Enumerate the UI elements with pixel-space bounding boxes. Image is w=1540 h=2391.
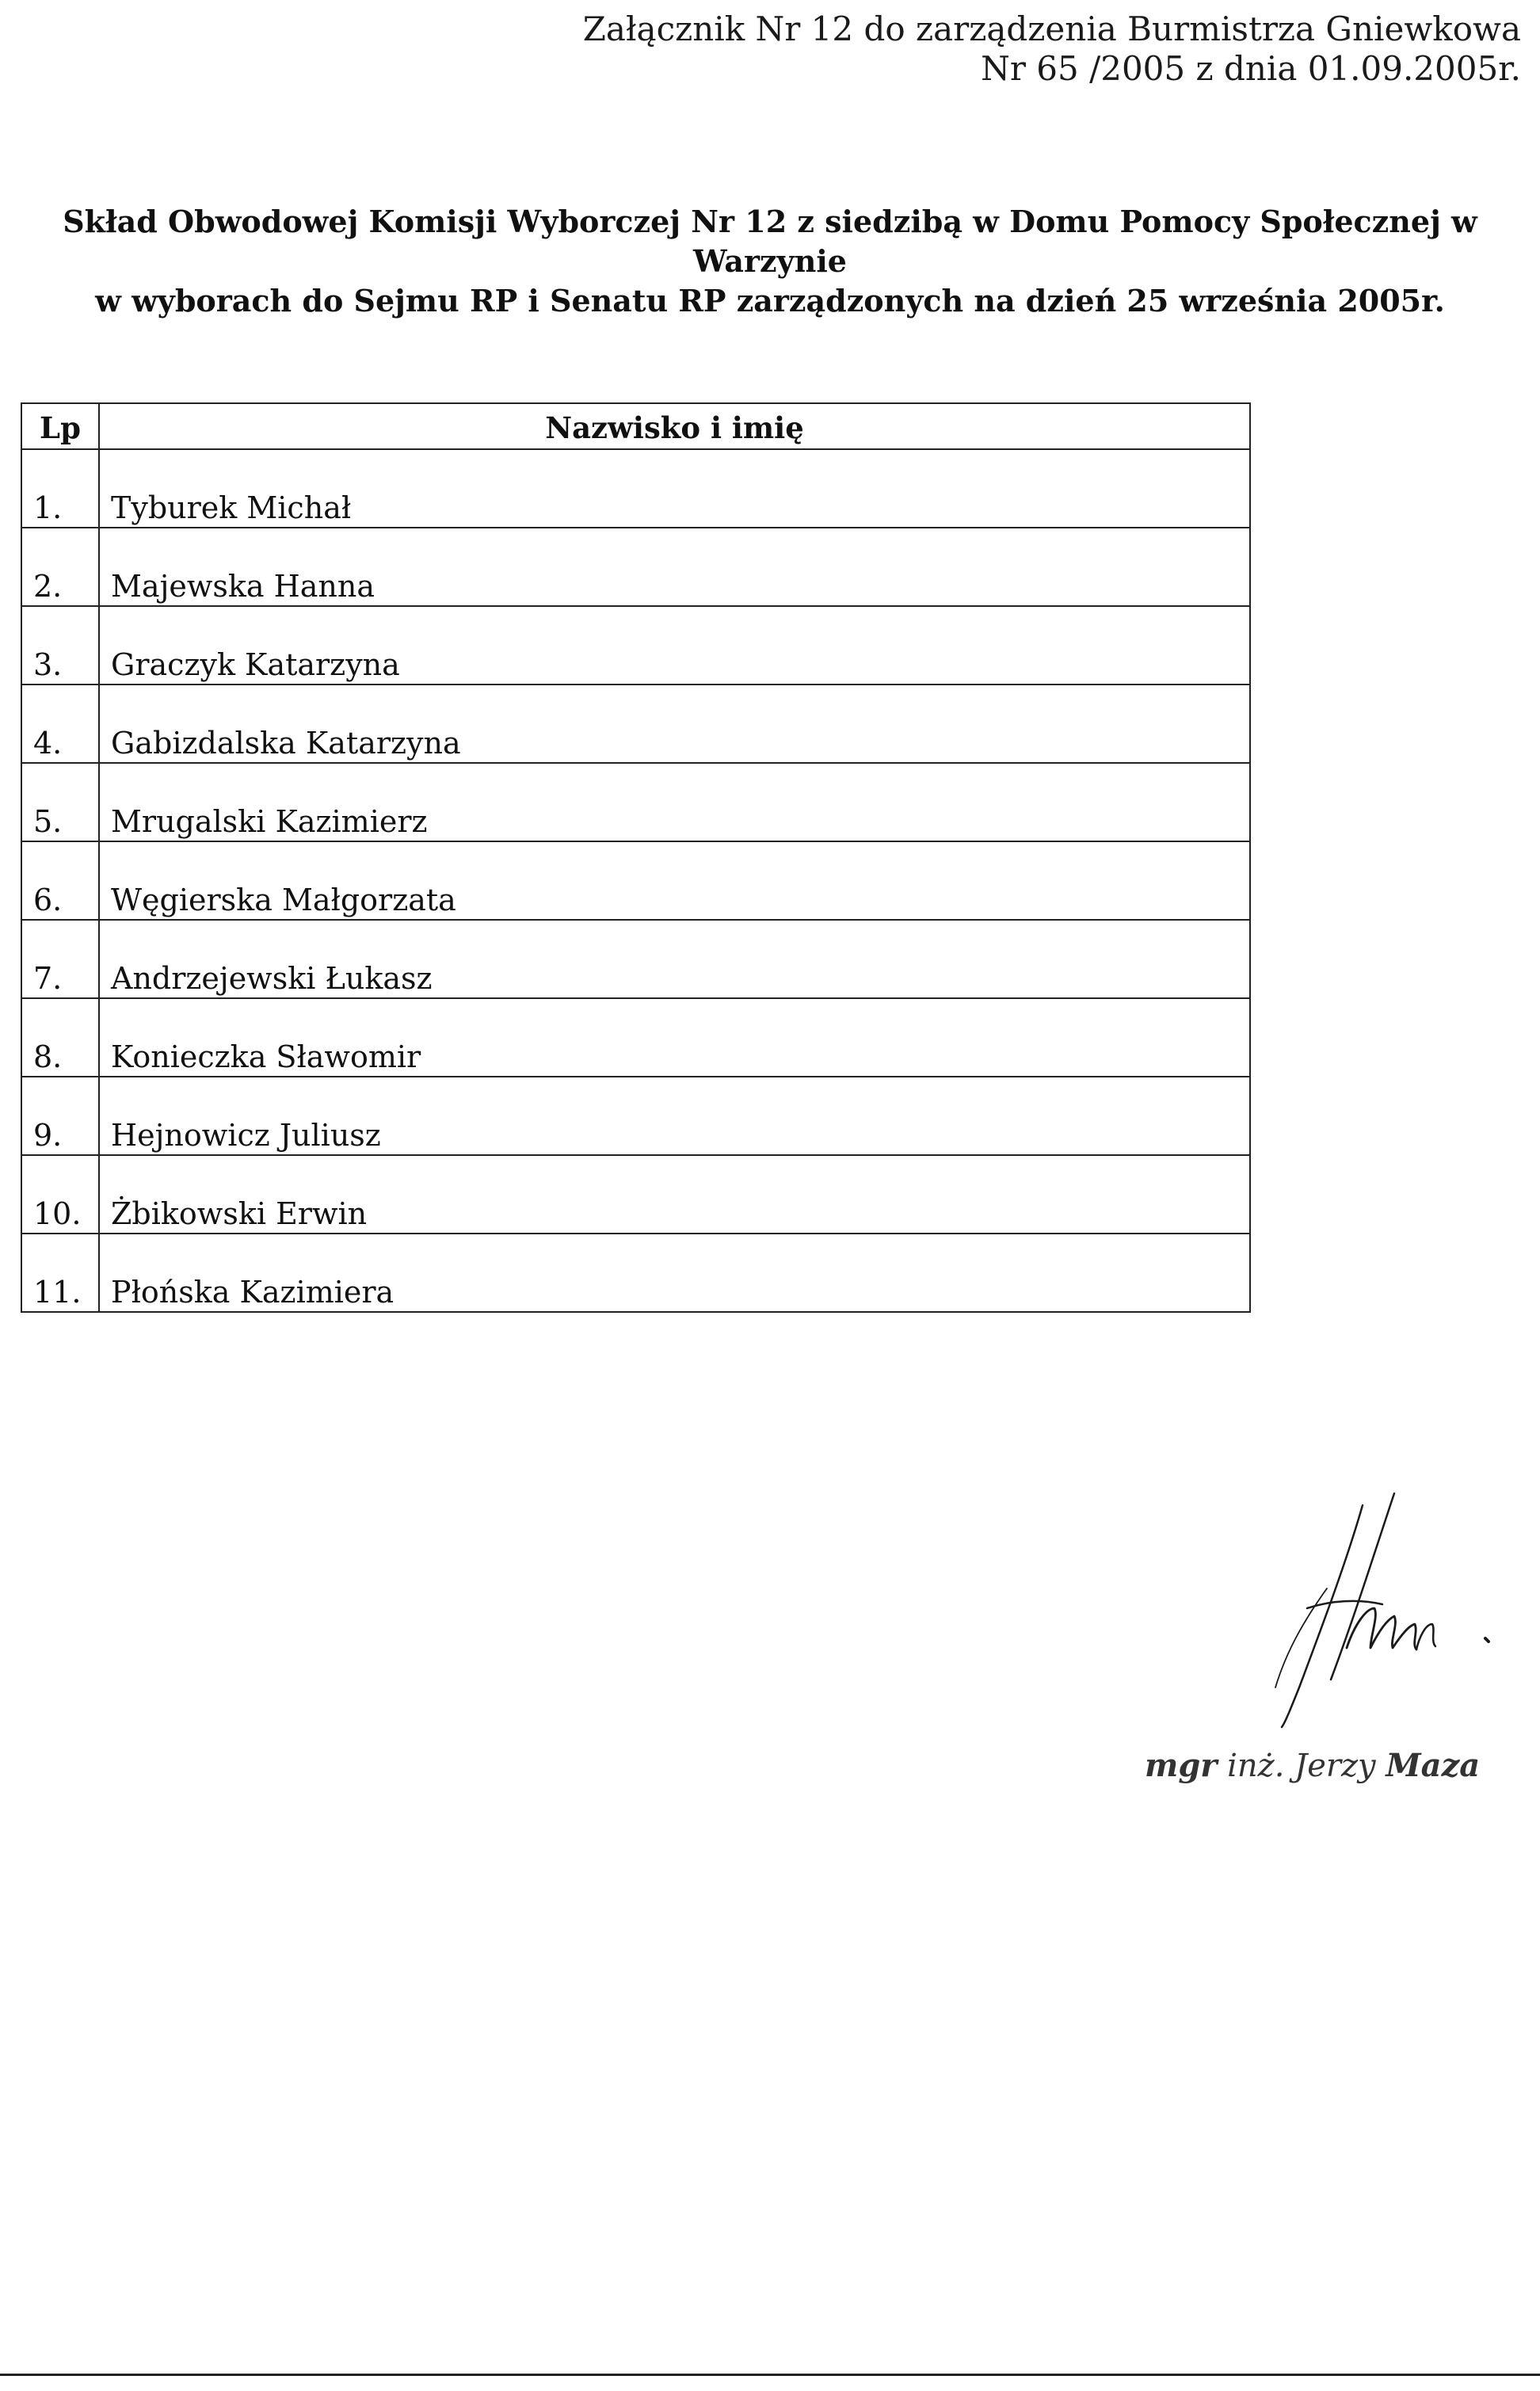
row-name: Płońska Kazimiera bbox=[99, 1234, 1250, 1312]
header-lp: Lp bbox=[21, 403, 99, 449]
row-lp: 3. bbox=[21, 606, 99, 685]
table-row bbox=[21, 1234, 1250, 1312]
annex-line-1: Załącznik Nr 12 do zarządzenia Burmistrza Gniewkowa bbox=[582, 10, 1521, 48]
table-row bbox=[21, 1077, 1250, 1155]
table-row bbox=[21, 685, 1250, 763]
row-name: Węgierska Małgorzata bbox=[99, 841, 1250, 920]
title-line-2: Warzynie bbox=[693, 243, 847, 279]
signature-caption bbox=[1145, 1747, 1480, 1784]
row-lp: 7. bbox=[21, 920, 99, 998]
handwritten-signature-icon bbox=[1212, 1489, 1529, 1735]
annex-header bbox=[583, 10, 1521, 89]
row-lp: 1. bbox=[21, 449, 99, 528]
table-row bbox=[21, 998, 1250, 1077]
row-lp: 4. bbox=[21, 685, 99, 763]
row-lp: 10. bbox=[21, 1155, 99, 1234]
footer-divider bbox=[0, 2374, 1540, 2376]
document-title bbox=[32, 202, 1508, 321]
title-line-3: w wyborach do Sejmu RP i Senatu RP zarządzonych na dzień 25 września 2005r. bbox=[95, 283, 1445, 318]
row-lp: 6. bbox=[21, 841, 99, 920]
row-name: Konieczka Sławomir bbox=[99, 998, 1250, 1077]
row-lp: 8. bbox=[21, 998, 99, 1077]
signature-middle: inż. Jerzy bbox=[1227, 1748, 1376, 1784]
row-lp: 2. bbox=[21, 528, 99, 606]
members-table bbox=[21, 402, 1251, 1313]
table-header-row bbox=[21, 403, 1250, 449]
table-row bbox=[21, 841, 1250, 920]
header-name: Nazwisko i imię bbox=[99, 403, 1250, 449]
signature-prefix: mgr bbox=[1145, 1747, 1218, 1784]
table-row bbox=[21, 449, 1250, 528]
annex-line-2: Nr 65 /2005 z dnia 01.09.2005r. bbox=[981, 49, 1521, 88]
row-name: Gabizdalska Katarzyna bbox=[99, 685, 1250, 763]
table-row bbox=[21, 528, 1250, 606]
row-name: Majewska Hanna bbox=[99, 528, 1250, 606]
table-row bbox=[21, 606, 1250, 685]
row-name: Hejnowicz Juliusz bbox=[99, 1077, 1250, 1155]
row-name: Graczyk Katarzyna bbox=[99, 606, 1250, 685]
row-name: Żbikowski Erwin bbox=[99, 1155, 1250, 1234]
row-name: Andrzejewski Łukasz bbox=[99, 920, 1250, 998]
table-row bbox=[21, 920, 1250, 998]
row-name: Mrugalski Kazimierz bbox=[99, 763, 1250, 841]
table-row bbox=[21, 763, 1250, 841]
signature-surname: Maza bbox=[1386, 1747, 1481, 1784]
row-lp: 9. bbox=[21, 1077, 99, 1155]
row-name: Tyburek Michał bbox=[99, 449, 1250, 528]
table-row bbox=[21, 1155, 1250, 1234]
row-lp: 5. bbox=[21, 763, 99, 841]
row-lp: 11. bbox=[21, 1234, 99, 1312]
title-line-1: Skład Obwodowej Komisji Wyborczej Nr 12 z siedzibą w Domu Pomocy Społecznej w bbox=[63, 204, 1477, 239]
